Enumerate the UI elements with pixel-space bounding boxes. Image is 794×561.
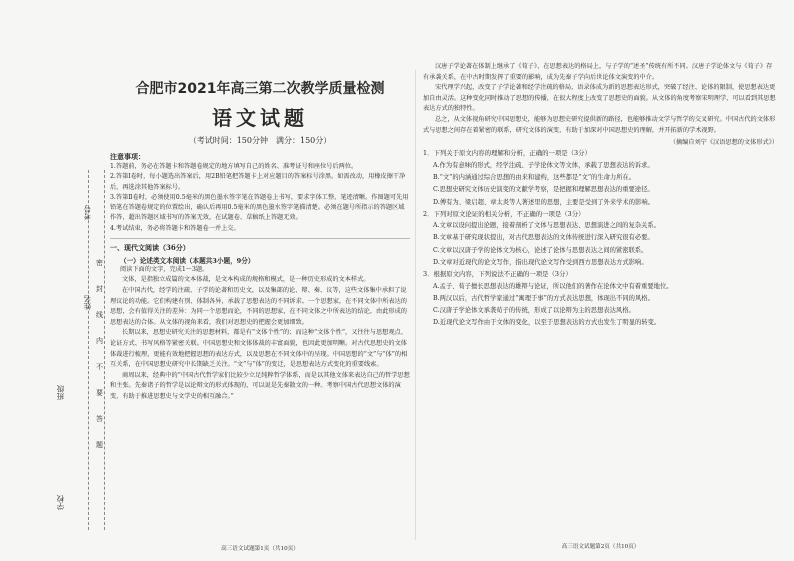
question-2-option: B.文章基于研究现状提出，对古代思想表达的文体传统进行深入研究很有必要。 bbox=[433, 234, 654, 242]
subsection-heading: （一）论述类文本阅读（本题共3小题，9分） bbox=[120, 257, 255, 266]
seal-word: 要 bbox=[96, 389, 103, 397]
question-1-option: A.作为有意味的形式，经学注疏、子学论体文等文体，承载了思想表达的诉求。 bbox=[433, 161, 654, 169]
page-footer: 高三语文试题第1页（共10页） bbox=[221, 546, 299, 552]
question-3-option: D.近现代论文写作由于文体的变化，以至于思想表达的方式也发生了明显的转变。 bbox=[433, 319, 661, 327]
page-divider bbox=[415, 70, 416, 540]
passage-paragraph: 在中国古代，经学的注疏、子学的论著和历史文，以及集部的论、辩、奏、议等，这些文体集中承担了说理议论的功能。它们构建有别、体制各异，承载了思想表达的不同诉求。一个思想家，在不同文体中所表达的思想，会有值得关注的差异：为同一个思想而论，不同的思想家，在不同文体之中所表达的结论，由此形成的思想表达的合体。从文体的视角来看，我们对思想史的把握会更加细致。 bbox=[110, 286, 407, 326]
seal-word: 不 bbox=[96, 363, 103, 371]
question-2-option: A.文章以设问提出论题，接着剖析了文体与思想表达、思想演进之间的复杂关系。 bbox=[433, 222, 660, 230]
seal-word: 题 bbox=[96, 441, 103, 449]
notice-block bbox=[110, 152, 410, 234]
notice-item: 3.答第Ⅱ卷时，必须使用0.5毫米的黑色墨水签字笔在答题卷上书写，要求字体工整、笔迹清晰。作图题可先用铅笔在答题卷规定的位置绘出，确认后再用0.5毫米的黑色墨水签字笔描清楚。必须在题号所指示的答题区域作答，超出答题区域书写的答案无效，在试题卷、草稿纸上答题无效。 bbox=[110, 193, 409, 222]
question-3-option: B.两汉以后，古代哲学家通过“寓理于事”的方式表达思想，体现出不同的风格。 bbox=[433, 294, 654, 302]
question-1-stem: 1．下列关于原文内容的理解和分析，正确的一项是（3分） bbox=[423, 149, 591, 158]
notice-item: 1.答题前，务必在答题卡和答题卷规定的地方填写自己的姓名、准考证号和座位号后两位。 bbox=[110, 163, 358, 170]
seal-word: 线 bbox=[96, 311, 103, 319]
seal-word: 封 bbox=[96, 285, 103, 293]
question-3-option: C.汉唐子学论体文承袭荀子的传统，形成了以论辩为主的思想表达风格。 bbox=[433, 306, 635, 314]
seal-line-inner bbox=[104, 170, 106, 530]
section-heading: 一、现代文阅读（36分） bbox=[110, 243, 190, 253]
exam-no-label: 考号 bbox=[83, 205, 92, 220]
name-label: 姓名 bbox=[83, 295, 92, 310]
section-1 bbox=[110, 238, 410, 402]
question-3-option: A.孟子、荀子擅长思想表达的雄辩与论证，所以他们的著作在论体文中有着重要地位。 bbox=[433, 282, 673, 290]
school-label: 学校 bbox=[56, 495, 65, 510]
page-2 bbox=[423, 62, 778, 548]
passage-paragraph: 文体，是指独立成篇的文本体裁，是文本构成的规格和模式，是一种历史形成的文本样式。 bbox=[122, 276, 370, 284]
passage-paragraph: 宋代理学兴起，改变了子学论著和经学注疏的格局，语录体成为新的思想表达形式，突破了经注、论体的限制，使思想表达更加自由灵活。这种变化同时推动了思想的传播，在很大程度上改变了思想史的面貌。从文体的角度考察宋明理学，可以看到其思想表达方式的独特性。 bbox=[423, 84, 776, 113]
seal-word: 内 bbox=[96, 337, 103, 345]
exam-title: 合肥市2021年高三第二次教学质量检测 bbox=[135, 81, 385, 97]
seal-words bbox=[96, 250, 104, 458]
passage-paragraph: 汉唐子学论著在体制上继承了《荀子》、在思想表达的格局上，与子学的“述圣”传统有所不同。汉唐子学论体文与《荀子》存有承袭关系，在中古时期发挥了重要的影响，成为先秦子学向后世论体文演变的中介。 bbox=[423, 63, 773, 81]
passage-paragraph: 长期以来，思想史研究关注的思想材料，都是有“文体个性”的；而这种“文体个性”，又往往与思想观点、论证方式、书写风格等紧密关联。中国思想史和文体体裁的丰富面貌，也因此更加明晰。对古代思想史的文体体裁进行梳理，更能有效地把握思想的表达方式，以及思想在不同文体中的呈现。中国思想的“文”与“体”的相互关系，在中国思想史研究中长期缺乏关注。“文”与“体”的变迁，是思想表达方式变化的重要线索。 bbox=[110, 329, 408, 369]
instruction: 阅读下面的文字，完成1～3题。 bbox=[120, 266, 209, 274]
seal-word: 答 bbox=[96, 415, 103, 423]
question-3-stem: 3．根据原文内容，下列说法不正确的一项是（3分） bbox=[423, 270, 572, 279]
question-1-option: C.思想史研究文体历史演变的文献学考察，是把握和理解思想表达的重要途径。 bbox=[433, 186, 654, 194]
notice-item: 2.答第Ⅰ卷时，每小题选出答案后，用2B铅笔把答题卡上对应题目的答案标号涂黑。如需改动，用橡皮擦干净后，再选涂其他答案标号。 bbox=[110, 173, 406, 191]
class-label: 班级 bbox=[56, 385, 65, 400]
question-2-option: D.文章对近现代的论文写作，指出现代论文写作受到西方思想表达方式影响。 bbox=[433, 258, 648, 266]
seal-word: 密 bbox=[96, 259, 103, 267]
subject-title: 语文试题 bbox=[212, 106, 308, 130]
passage-paragraph: 总之，从文体视角研究中国思想史，能够为思想史研究提供新的路径，也能够推动文学与哲学的交叉研究。中国古代的文体形式与思想之间存在着紧密的联系，研究文体的演变，有助于加深对中国思想史的理解，并开拓新的学术视野。 bbox=[423, 115, 776, 134]
page-footer: 高三语文试题第2页（共10页） bbox=[561, 544, 640, 550]
question-1-option: B.“文”的内涵通过综合思想的由来和建构，这些都是“文”的生命力所在。 bbox=[433, 174, 636, 182]
exam-meta: （考试时间：150分钟 满分：150分） bbox=[188, 136, 332, 145]
source-citation: （摘编自刘宁《汉语思想的文体形式》） bbox=[669, 139, 778, 147]
passage-paragraph: 商周以来，经典中的“中国古代哲学家们比较少立足纯粹哲学体系，而是以其他文体来表达自己的哲学思想和主张。先秦诸子的哲学是以论辩文的形式体现的，可以说是先秦散文的一种。考察中国古代思想文体的演变，有助于推进思想史与文学史的相互融合。” bbox=[110, 371, 410, 400]
seal-line-outer bbox=[88, 170, 90, 530]
page-1 bbox=[110, 70, 410, 550]
question-2-stem: 2．下列对原文论证的相关分析，不正确的一项是（3分） bbox=[423, 209, 585, 218]
notice-heading: 注意事项： bbox=[110, 152, 145, 161]
question-2-option: C.文章以汉唐子学的论体文为核心，论述了论体与思想表达之间的紧密联系。 bbox=[433, 246, 648, 254]
question-1-option: D.傅有为、梁启超、章太炎等人著述里的思想，主要是受到了外来学术的影响。 bbox=[433, 198, 654, 206]
notice-item: 4.考试结束，务必将答题卡和答题卷一并上交。 bbox=[110, 224, 240, 232]
